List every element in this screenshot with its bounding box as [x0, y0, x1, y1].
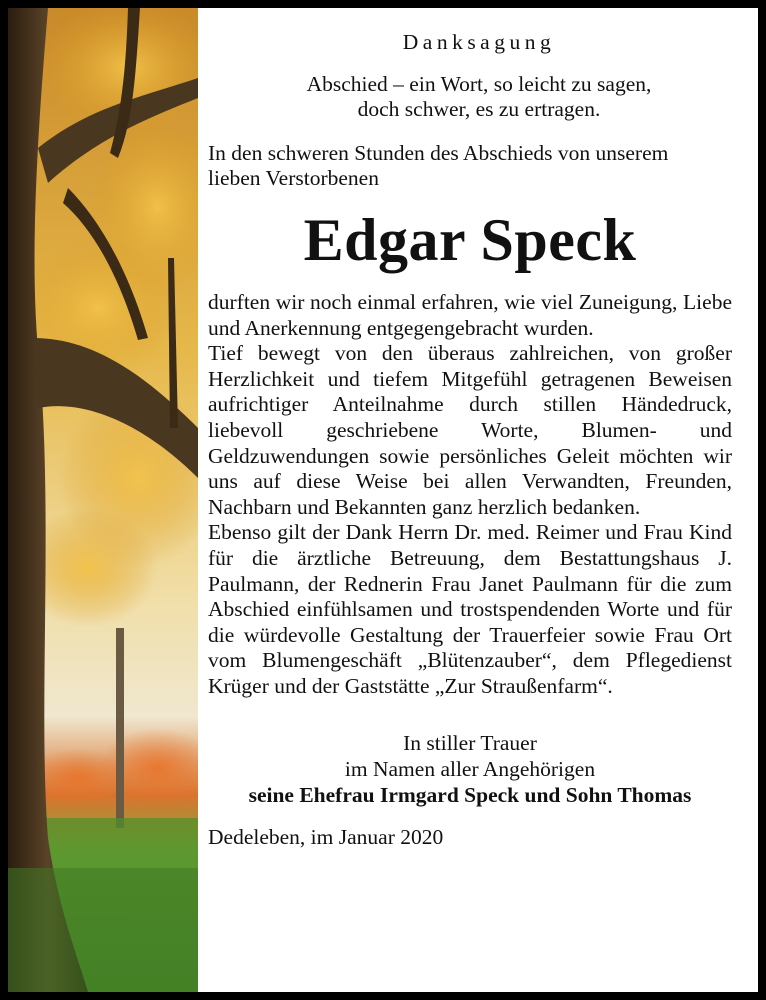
header-title: Danksagung: [402, 30, 556, 54]
paragraph: durften wir noch einmal erfahren, wie viel Zuneigung, Liebe und Anerkennung entgegengebracht wurden.: [208, 289, 732, 340]
paragraph-gratitude: [208, 290, 732, 700]
intro-line: In den schweren Stunden des Abschieds von unserem: [208, 140, 669, 165]
autumn-tree-image: [8, 8, 198, 992]
farewell-quote: [226, 72, 732, 123]
signatories: seine Ehefrau Irmgard Speck und Sohn Thomas: [248, 782, 692, 807]
quote-line: Abschied – ein Wort, so leicht zu sagen,: [306, 71, 652, 96]
intro-text: [208, 141, 732, 192]
paragraph: Ebenso gilt der Dank Herrn Dr. med. Reimer und Frau Kind für die ärztliche Betreuung, dem Bestattungshaus J. Paulmann, der Rednerin Frau Janet Paulmann für die zum Abschied einfühlsamen und trostspendenden Worte und für die würdevolle Gestaltung der Trauerfeier sowie Frau Ort vom Blumengeschäft „Blütenzauber“, dem Pflegedienst Krüger und der Gaststätte „Zur Straußenfarm“.: [208, 520, 732, 698]
paragraph: Tief bewegt von den überaus zahlreichen, von großer Herzlichkeit und tiefem Mitgefühl getragenen Beweisen aufrichtiger Anteilnahme durch stillen Händedruck, liebevoll geschriebene Worte, Blumen- und Geldzuwendungen sowie persönliches Geleit möchten wir uns auf diese Weise bei allen Verwandten, Freunden, Nachbarn und Bekannten ganz herzlich bedanken.: [208, 341, 732, 519]
deceased-name: Edgar Speck: [303, 206, 637, 273]
obituary-card: [8, 8, 758, 992]
quote-line: doch schwer, es zu ertragen.: [357, 97, 601, 122]
intro-line: lieben Verstorbenen: [208, 166, 379, 191]
closing-line: im Namen aller Angehörigen: [344, 757, 596, 782]
place-date: Dedeleben, im Januar 2020: [208, 825, 444, 850]
closing-block: [208, 731, 732, 808]
closing-line: In stiller Trauer: [403, 731, 537, 756]
obituary-text: [208, 30, 732, 851]
